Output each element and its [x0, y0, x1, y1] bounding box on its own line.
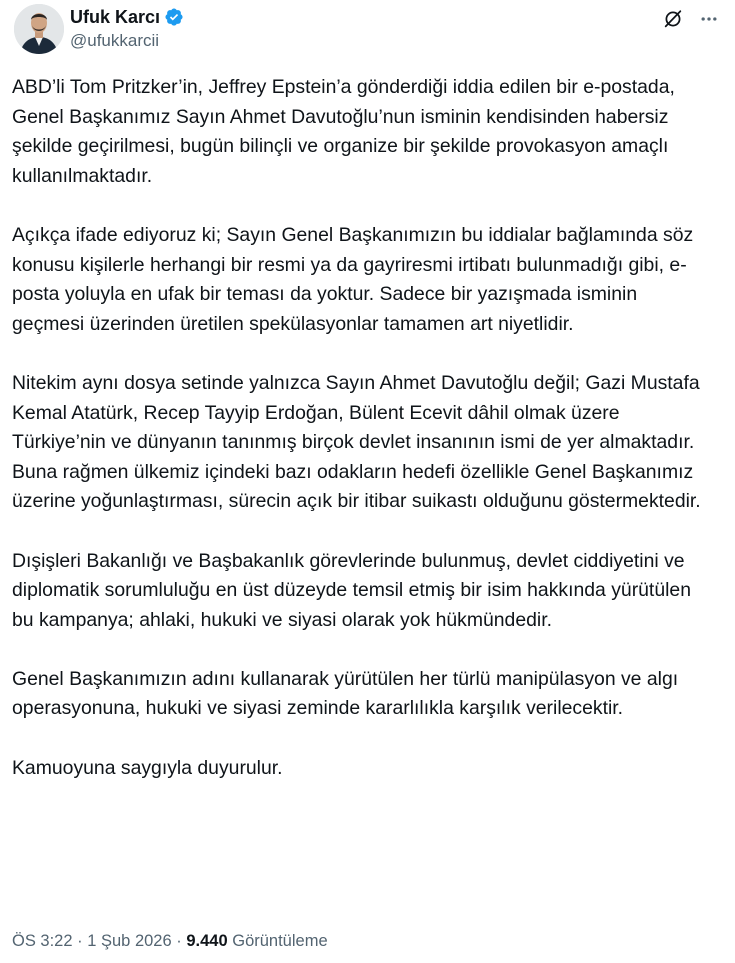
tweet-date[interactable]: 1 Şub 2026: [87, 932, 172, 950]
tweet-paragraph-2: Açıkça ifade ediyoruz ki; Sayın Genel Başkanımızın bu iddialar bağlamında söz konusu kişilerle herhangi bir resmi ya da gayriresmi irtibatı bulunmadığı gibi, e-posta yoluyla en ufak bir teması da yoktur. Sadece bir yazışmada isminin geçmesi üzerinden üretilen spekülasyonlar tamamen art niyetlidir.: [12, 223, 694, 335]
views-count[interactable]: 9.440: [186, 932, 228, 950]
tweet-paragraph-5: Genel Başkanımızın adını kullanarak yürütülen her türlü manipülasyon ve algı operasyonuna, hukuki ve siyasi zeminde kararlılıkla karşılık verilecektir.: [12, 667, 679, 720]
tweet-paragraph-1: ABD’li Tom Pritzker’in, Jeffrey Epstein’a gönderdiği iddia edilen bir e-postada, Genel Başkanımız Sayın Ahmet Davutoğlu’nun isminin kendisinden habersiz şekilde geçirilmesi, bugün bilinçli ve organize bir şekilde provokasyon amaçlı kullanılmaktadır.: [12, 76, 675, 187]
avatar-image: [14, 4, 64, 54]
more-options-icon[interactable]: [696, 6, 722, 32]
views-label: Görüntüleme: [232, 932, 328, 950]
author-names: [70, 4, 184, 51]
meta-separator: ·: [176, 932, 182, 950]
tweet-paragraph-4: Dışişleri Bakanlığı ve Başbakanlık görevlerinde bulunmuş, devlet ciddiyetini ve diplomatik sorumluluğu en üst düzeyde temsil etmiş bir isim hakkında yürütülen bu kampanya; ahlaki, hukuki ve siyasi olarak yok hükmündedir.: [12, 549, 691, 631]
tweet-meta: [12, 932, 328, 951]
grok-icon[interactable]: [660, 6, 686, 32]
display-name[interactable]: Ufuk Karcı: [70, 6, 161, 27]
tweet-time[interactable]: ÖS 3:22: [12, 932, 73, 950]
meta-separator: ·: [77, 932, 83, 950]
tweet-paragraph-6: Kamuoyuna saygıyla duyurulur.: [12, 756, 283, 779]
tweet-text: [12, 73, 712, 783]
tweet-paragraph-3: Nitekim aynı dosya setinde yalnızca Sayın Ahmet Davutoğlu değil; Gazi Mustafa Kemal Atatürk, Recep Tayyip Erdoğan, Bülent Ecevit dâhil olmak üzere Türkiye’nin ve dünyanın tanınmış birçok devlet insanının ismi de yer almaktadır. Buna rağmen ülkemiz içindeki bazı odakların hedefi özellikle Genel Başkanımız üzerine yoğunlaştırması, sürecin açık bir itibar suikastı olduğunu göstermektedir.: [12, 371, 701, 513]
verified-badge-icon[interactable]: [164, 7, 184, 27]
display-name-row: [70, 4, 184, 30]
tweet-header: [12, 0, 723, 64]
avatar[interactable]: [14, 4, 64, 54]
author-handle[interactable]: @ufukkarcii: [70, 31, 160, 50]
